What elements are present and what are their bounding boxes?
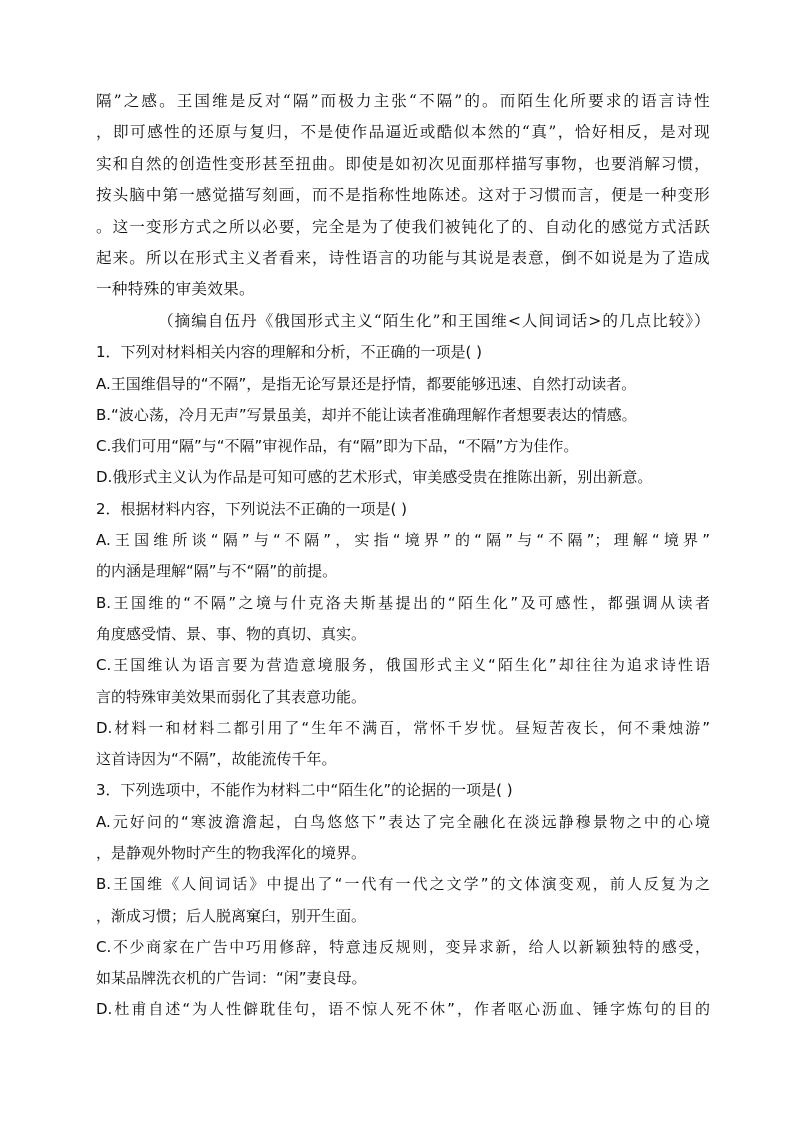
reading-passage [96,86,710,337]
document-page [96,86,710,1026]
option-d: D.材料一和材料二都引用了“生年不满百，常怀千岁忧。昼短苦夜长，何不秉烛游” [96,718,710,737]
option-d: D.杜甫自述“为人性僻耽佳句，语不惊人死不休”，作者呕心沥血、锤字炼句的目的 [96,1000,710,1019]
option-c-continued: 如某品牌洗衣机的广告词：“闲”妻良母。 [96,969,367,988]
option-a: A.王国维倡导的“不隔”，是指无论写景还是抒情，都要能够迅速、自然打动读者。 [96,374,637,393]
question-stem: 3．下列选项中，不能作为材料二中“陌生化”的论据的一项是( ) [96,781,513,800]
option-b: B.王国维《人间词话》中提出了“一代有一代之文学”的文体演变观，前人反复为之 [96,875,710,894]
option-b-continued: 角度感受情、景、事、物的真切、真实。 [96,624,367,643]
option-c: C.王国维认为语言要为营造意境服务，俄国形式主义“陌生化”却往往为追求诗性语 [96,656,710,675]
question-stem: 2．根据材料内容，下列说法不正确的一项是( ) [96,499,408,518]
passage-line: 一种特殊的审美效果。 [96,280,255,299]
option-b: B.“波心荡，冷月无声”写景虽美，却并不能让读者准确理解作者想要表达的情感。 [96,405,637,424]
question-list [96,337,710,1026]
option-a: A.王国维所谈“隔”与“不隔”，实指“境界”的“隔”与“不隔”；理解“境界” [96,531,710,550]
passage-line: 隔”之感。王国维是反对“隔”而极力主张“不隔”的。而陌生化所要求的语言诗性 [96,92,710,110]
option-a-continued: 的内涵是理解“隔”与不“隔”的前提。 [96,562,338,581]
passage-line: 。这一变形方式之所以必要，完全是为了使我们被钝化了的、自动化的感觉方式活跃 [96,217,710,236]
option-b: B.王国维的“不隔”之境与什克洛夫斯基提出的“陌生化”及可感性，都强调从读者 [96,593,710,612]
passage-line: ，即可感性的还原与复归，不是使作品逼近或酷似本然的“真”，恰好相反，是对现 [96,123,710,142]
option-c-continued: 言的特殊审美效果而弱化了其表意功能。 [96,687,367,706]
option-c: C.不少商家在广告中巧用修辞，特意违反规则，变异求新，给人以新颖独特的感受， [96,937,710,956]
option-d: D.俄形式主义认为作品是可知可感的艺术形式，审美感受贵在推陈出新，别出新意。 [96,468,653,487]
option-d-continued: 这首诗因为“不隔”，故能流传千年。 [96,750,337,769]
passage-source: （摘编自伍丹《俄国形式主义“陌生化”和王国维<人间词话>的几点比较》） [158,311,710,330]
option-b-continued: ，渐成习惯；后人脱离窠臼，别开生面。 [96,906,367,925]
question-3 [96,775,710,1025]
option-a-continued: ，是静观外物时产生的物我浑化的境界。 [96,844,367,862]
question-2 [96,494,710,776]
question-stem: 1．下列对材料相关内容的理解和分析，不正确的一项是( ) [96,343,483,362]
option-a: A.元好问的“寒波澹澹起，白鸟悠悠下”表达了完全融化在淡远静穆景物之中的心境 [96,812,710,831]
passage-line: 按头脑中第一感觉描写刻画，而不是指称性地陈述。这对于习惯而言，便是一种变形 [96,186,710,205]
question-1 [96,337,710,493]
passage-line: 实和自然的创造性变形甚至扭曲。即使是如初次见面那样描写事物，也要消解习惯， [96,154,710,173]
option-c: C.我们可用“隔”与“不隔”审视作品，有“隔”即为下品，“不隔”方为佳作。 [96,437,579,456]
passage-line: 起来。所以在形式主义者看来，诗性语言的功能与其说是表意，倒不如说是为了造成 [96,249,710,268]
